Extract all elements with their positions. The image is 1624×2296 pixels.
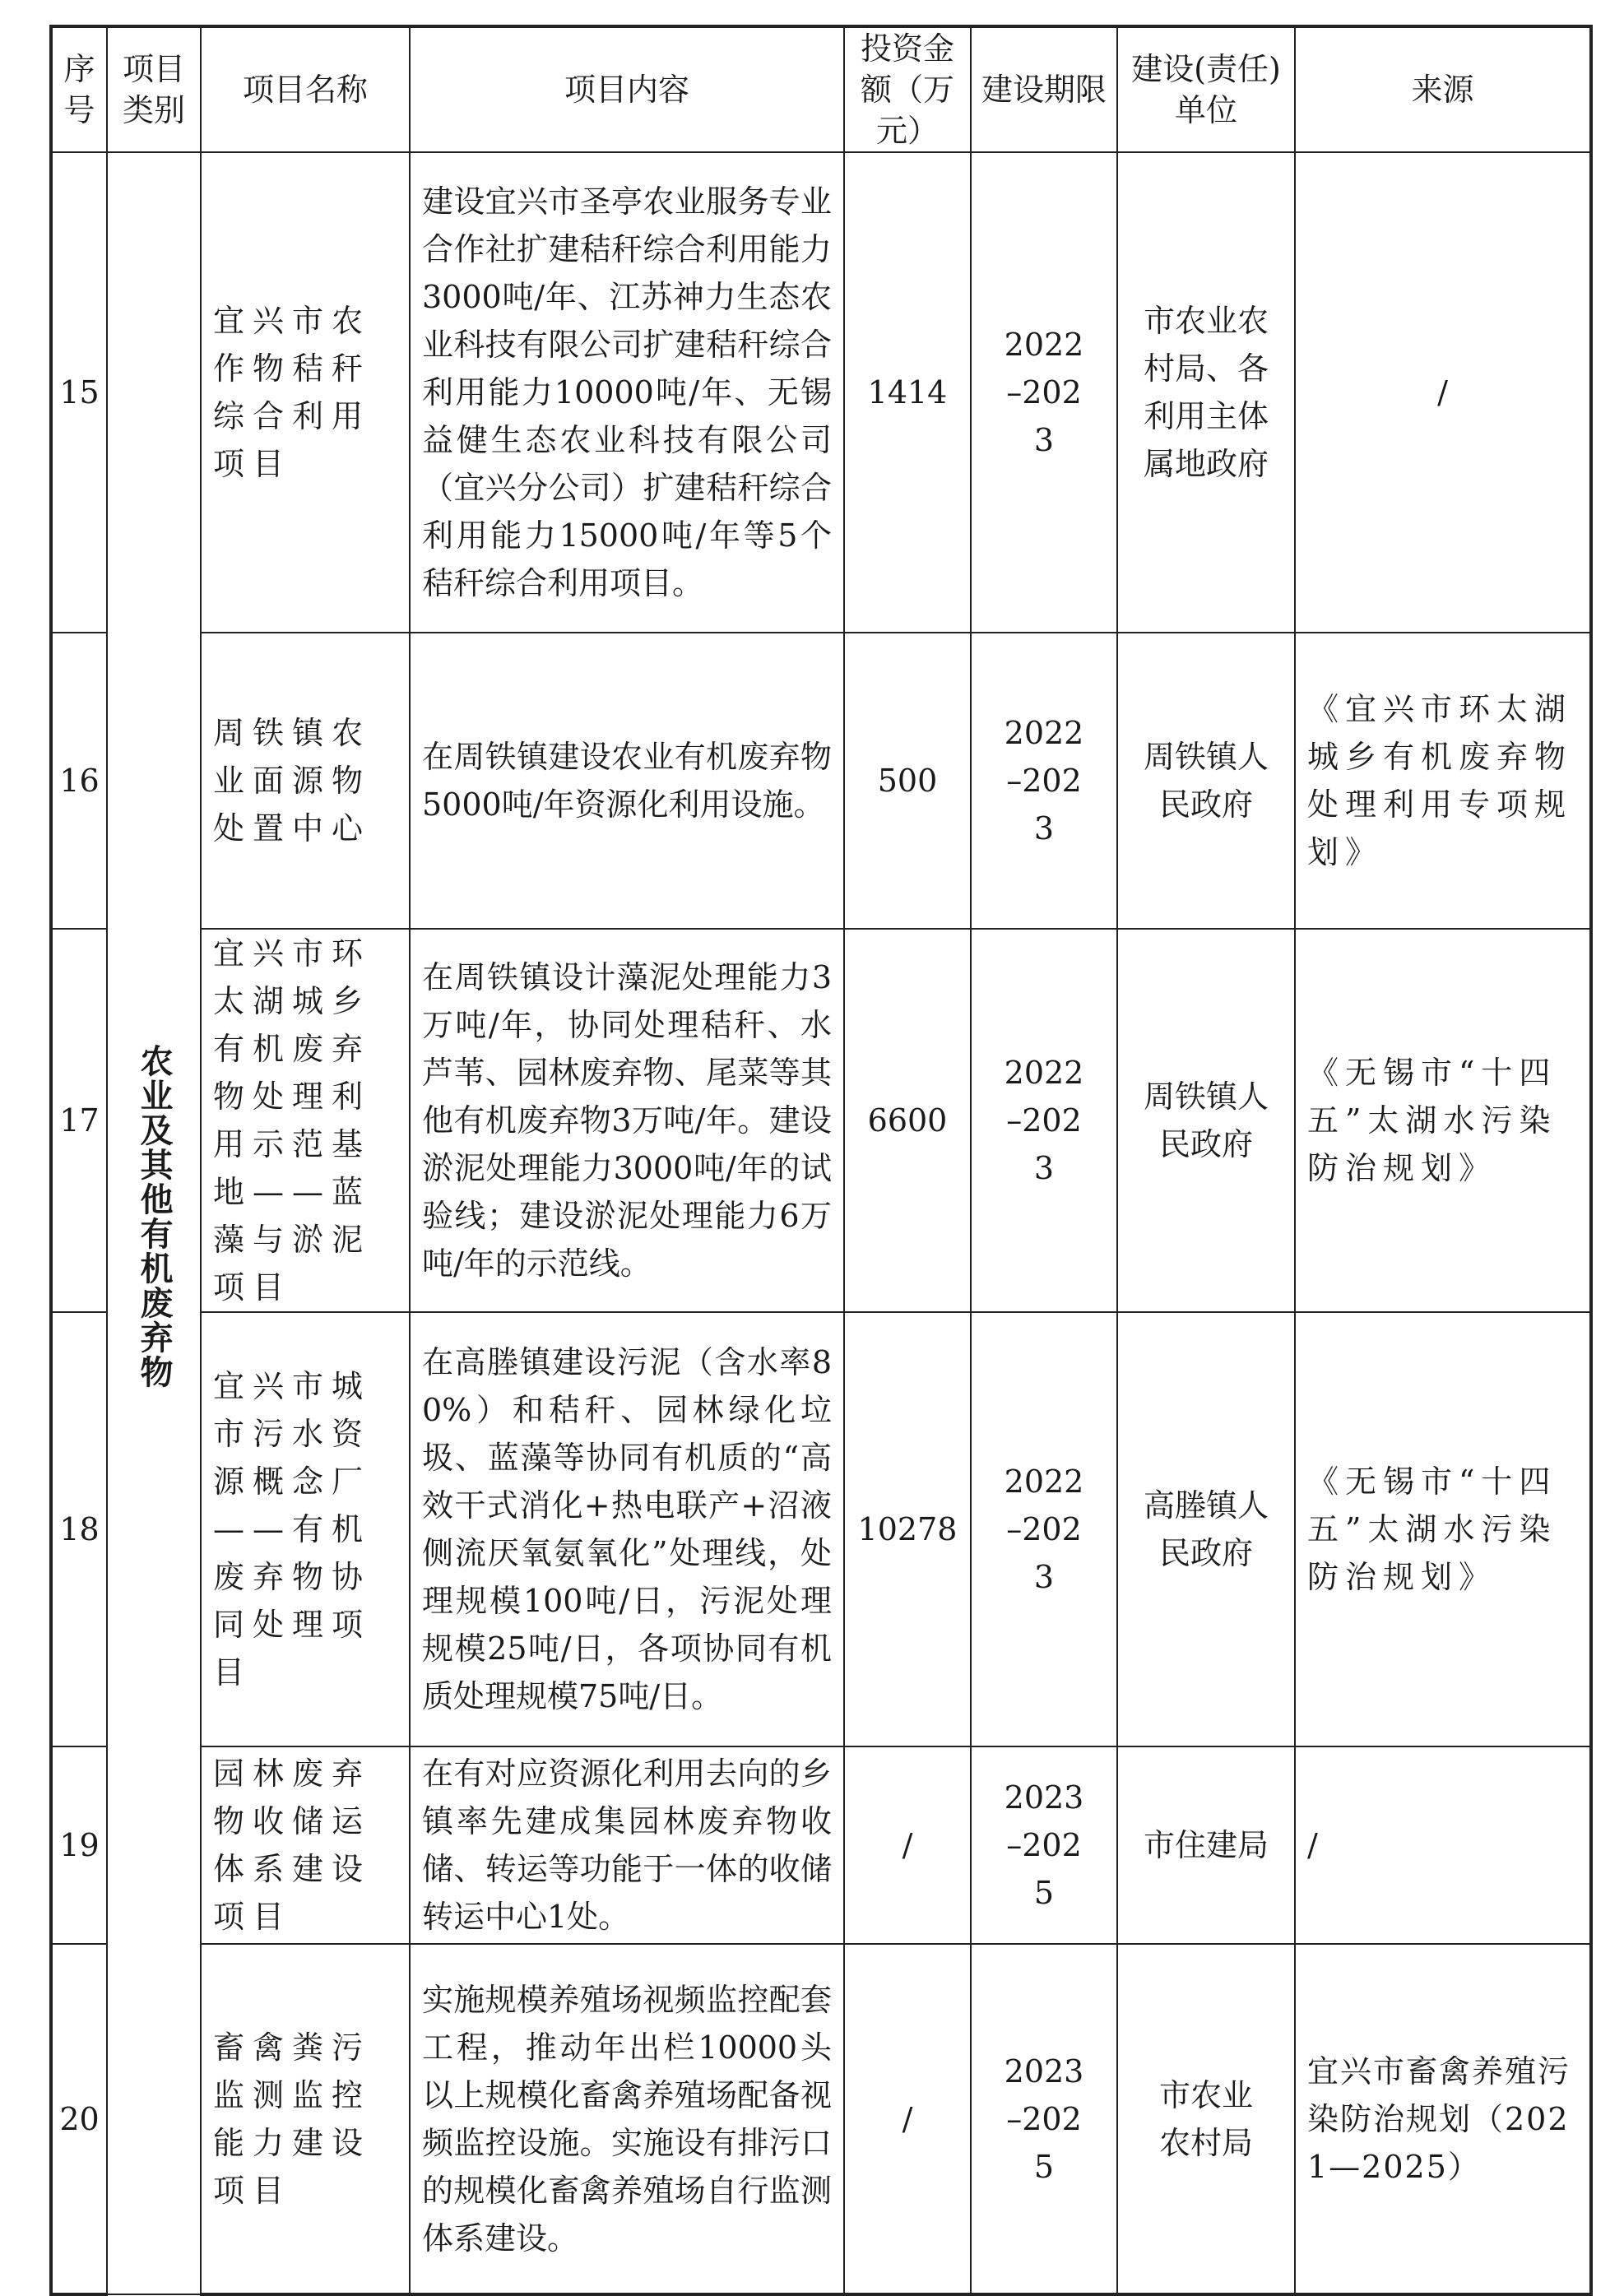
row-content: 在周铁镇设计藻泥处理能力3万吨/年，协同处理秸秆、水芦苇、园林废弃物、尾菜等其他有机废弃物3万吨/年。建设淤泥处理能力3000吨/年的试验线；建设淤泥处理能力6万吨/年的示范线。 xyxy=(410,929,844,1312)
row-period: 2022–2023 xyxy=(971,929,1117,1312)
header-period: 建设期限 xyxy=(971,26,1117,152)
row-investment: / xyxy=(844,1944,971,2294)
row-content: 实施规模养殖场视频监控配套工程，推动年出栏10000头以上规模化畜禽养殖场配备视频监控设施。实施设有排污口的规模化畜禽养殖场自行监测体系建设。 xyxy=(410,1944,844,2294)
row-unit: 市农业农村局 xyxy=(1117,1944,1295,2294)
row-seq: 20 xyxy=(51,1944,107,2294)
row-period: 2023–2025 xyxy=(971,1944,1117,2294)
row-content: 在周铁镇建设农业有机废弃物5000吨/年资源化利用设施。 xyxy=(410,633,844,929)
table-row xyxy=(51,1944,1591,2294)
row-source: 《无锡市“十四五”太湖水污染防治规划》 xyxy=(1295,1312,1591,1746)
row-unit: 周铁镇人民政府 xyxy=(1117,929,1295,1312)
row-investment: 10278 xyxy=(844,1312,971,1746)
row-investment: 6600 xyxy=(844,929,971,1312)
table-row xyxy=(51,633,1591,929)
table-row xyxy=(51,152,1591,633)
row-content: 在高塍镇建设污泥（含水率80%）和秸秆、园林绿化垃圾、蓝藻等协同有机质的“高效干式消化+热电联产+沼液侧流厌氧氨氧化”处理线，处理规模100吨/日，污泥处理规模25吨/日，各项协同有机质处理规模75吨/日。 xyxy=(410,1312,844,1746)
row-source: 《宜兴市环太湖城乡有机废弃物处理利用专项规划》 xyxy=(1295,633,1591,929)
row-investment: 1414 xyxy=(844,152,971,633)
row-source: / xyxy=(1295,152,1591,633)
header-source: 来源 xyxy=(1295,26,1591,152)
row-name: 园林废弃物收储运体系建设项目 xyxy=(201,1746,410,1944)
row-period: 2022–2023 xyxy=(971,633,1117,929)
row-name: 宜兴市农作物秸秆综合利用项目 xyxy=(201,152,410,633)
header-name: 项目名称 xyxy=(201,26,410,152)
header-row xyxy=(51,26,1591,152)
row-source: 宜兴市畜禽养殖污染防治规划（2021—2025） xyxy=(1295,1944,1591,2294)
header-unit: 建设(责任)单位 xyxy=(1117,26,1295,152)
category-cell xyxy=(107,152,201,2294)
row-name: 宜兴市城市污水资源概念厂——有机废弃物协同处理项目 xyxy=(201,1312,410,1746)
row-period: 2023–2025 xyxy=(971,1746,1117,1944)
row-content: 在有对应资源化利用去向的乡镇率先建成集园林废弃物收储、转运等功能于一体的收储转运中心1处。 xyxy=(410,1746,844,1944)
header-category: 项目类别 xyxy=(107,26,201,152)
row-name: 畜禽粪污监测监控能力建设项目 xyxy=(201,1944,410,2294)
row-unit: 市住建局 xyxy=(1117,1746,1295,1944)
row-period: 2022–2023 xyxy=(971,1312,1117,1746)
row-source: 《无锡市“十四五”太湖水污染防治规划》 xyxy=(1295,929,1591,1312)
table-row xyxy=(51,1312,1591,1746)
category-label: 农业及其他有机废弃物 xyxy=(135,1044,173,1389)
row-content: 建设宜兴市圣亭农业服务专业合作社扩建秸秆综合利用能力3000吨/年、江苏神力生态农业科技有限公司扩建秸秆综合利用能力10000吨/年、无锡益健生态农业科技有限公司（宜兴分公司）扩建秸秆综合利用能力15000吨/年等5个秸秆综合利用项目。 xyxy=(410,152,844,633)
header-content: 项目内容 xyxy=(410,26,844,152)
row-unit: 高塍镇人民政府 xyxy=(1117,1312,1295,1746)
row-investment: / xyxy=(844,1746,971,1944)
table-row xyxy=(51,929,1591,1312)
row-seq: 15 xyxy=(51,152,107,633)
row-seq: 19 xyxy=(51,1746,107,1944)
table-row xyxy=(51,1746,1591,1944)
project-table xyxy=(49,25,1593,2296)
row-seq: 18 xyxy=(51,1312,107,1746)
row-unit: 周铁镇人民政府 xyxy=(1117,633,1295,929)
row-seq: 16 xyxy=(51,633,107,929)
row-investment: 500 xyxy=(844,633,971,929)
header-seq: 序号 xyxy=(51,26,107,152)
header-investment: 投资金额（万元） xyxy=(844,26,971,152)
row-unit: 市农业农村局、各利用主体属地政府 xyxy=(1117,152,1295,633)
row-source: / xyxy=(1295,1746,1591,1944)
row-period: 2022–2023 xyxy=(971,152,1117,633)
row-name: 周铁镇农业面源物处置中心 xyxy=(201,633,410,929)
row-name: 宜兴市环太湖城乡有机废弃物处理利用示范基地——蓝藻与淤泥项目 xyxy=(201,929,410,1312)
row-seq: 17 xyxy=(51,929,107,1312)
